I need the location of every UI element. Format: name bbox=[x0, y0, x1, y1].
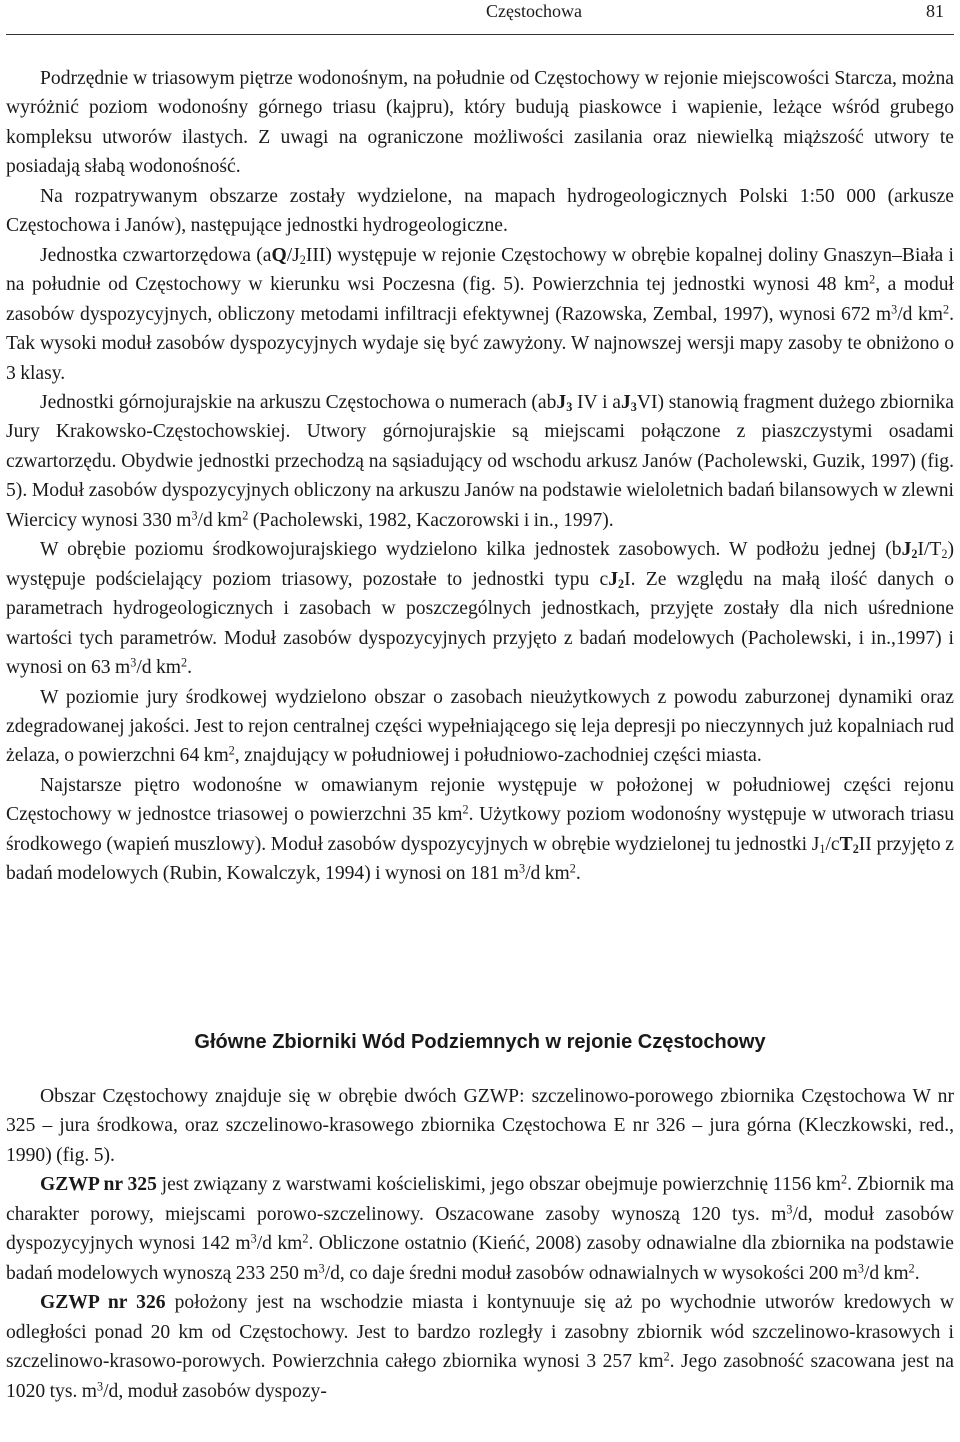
paragraph-middle-jurassic-units: W obrębie poziomu środkowojurajskiego wydzielono kilka jednostek zasobowych. W podłożu jednej $(bJ_2I/T_2)$ występuje podścielający poziom triasowy, pozostałe to jednostki typu $cJ_2I$. Ze względu na małą ilość danych o parametrach hydrogeologicznych i zasobach w poszczególnych jednostkach, przyjęte zostały dla nich uśrednione wartości tych parametrów. Moduł zasobów dyspozycyjnych przyjęto z badań modelowych (Pacholewski, i in.,1997) i wynosi on 63 $m^3/d$ $km^2$. bbox=[6, 539, 954, 679]
paragraph-gzwp-325: GZWP nr 325 jest związany z warstwami kościeliskimi, jego obszar obejmuje powierzchnię 1156 $km^2$. Zbiornik ma charakter porowy, miejscami porowo-szczelinowy. Oszacowane zasoby wynoszą 120 tys. $m^3/d$, moduł zasobów dyspozycyjnych wynosi 142 $m^3/d$ $km^2$. Obliczone ostatnio (Kieńć, 2008) zasoby odnawialne dla zbiornika na podstawie badań modelowych wynoszą 233 250 $m^3/d$, co daje średni moduł zasobów odnawialnych w wysokości 200 $m^3/d$ $km^2$. bbox=[6, 1172, 954, 1284]
running-header bbox=[6, 0, 954, 35]
body-text bbox=[6, 64, 954, 889]
paragraph-upper-jurassic-units: Jednostki górnojurajskie na arkuszu Częstochowa o numerach (abJ$_3$ IV i $aJ_3VI$) stanowią fragment dużego zbiornika Jury Krakowsko-Częstochowskiej. Utwory górnojurajskie są miejscami połączone z piaszczystymi osadami czwartorzędu. Obydwie jednostki przechodzą na sąsiadujący od wschodu arkusz Janów (Pacholewski, Guzik, 1997) (fig. 5). Moduł zasobów dyspozycyjnych obliczony na arkuszu Janów na podstawie wieloletnich badań bilansowych w zlewni Wiercicy wynosi 330 $m^3/d$ $km^2$ (Pacholewski, 1982, Kaczorowski i in., 1997). bbox=[6, 391, 954, 531]
running-title: Częstochowa bbox=[486, 1, 582, 21]
paragraph-triassic-upper: Podrzędnie w triasowym piętrze wodonośnym, na południe od Częstochowy w rejonie miejscowości Starcza, można wyróżnić poziom wodonośny górnego triasu (kajpru), który budują piaskowce i wapienie, leżące wśród grubego kompleksu utworów ilastych. Z uwagi na ograniczone możliwości zasilania oraz niewielką miąższość utwory te posiadają słabą wodonośność. bbox=[6, 68, 954, 178]
paragraph-middle-jurassic-nonusable: W poziomie jury środkowej wydzielono obszar o zasobach nieużytkowych z powodu zaburzonej dynamiki oraz zdegradowanej jakości. Jest to rejon centralnej części wypełniającego się leja depresji po nieczynnych już kopalniach rud żelaza, o powierzchni 64 $km^2$, znajdujący w południowej i południowo-zachodniej części miasta. bbox=[6, 686, 954, 767]
paragraph-oldest-aquifer: Najstarsze piętro wodonośne w omawianym rejonie występuje w położonej w południowej części rejonu Częstochowy w jednostce triasowej o powierzchni 35 $km^2$. Użytkowy poziom wodonośny występuje w utworach triasu środkowego (wapień muszlowy). Moduł zasobów dyspozycyjnych w obrębie wydzielonej tu jednostki $J_1/cT_2II$ przyjęto z badań modelowych (Rubin, Kowalczyk, 1994) i wynosi on 181 $m^3/d$ $km^2$. bbox=[6, 774, 955, 885]
paragraph-units-intro: Na rozpatrywanym obszarze zostały wydzielone, na mapach hydrogeologicznych Polski 1:50 000 (arkusze Częstochowa i Janów), następujące jednostki hydrogeologiczne. bbox=[6, 185, 954, 237]
page-number: 81 bbox=[926, 1, 944, 21]
section-heading: Główne Zbiorniki Wód Podziemnych w rejonie Częstochowy bbox=[194, 1031, 766, 1053]
paragraph-gzwp-intro: Obszar Częstochowy znajduje się w obrębie dwóch GZWP: szczelinowo-porowego zbiornika Częstochowa W nr 325 – jura środkowa, oraz szczelinowo-krasowego zbiornika Częstochowa E nr 326 – jura górna (Kleczkowski, red., 1990) (fig. 5). bbox=[6, 1086, 954, 1166]
paragraph-quaternary-unit: Jednostka czwartorzędowa $(aQ/J_2III)$ występuje w rejonie Częstochowy w obrębie kopalnej doliny Gnaszyn–Biała i na południe od Częstochowy w kierunku wsi Poczesna (fig. 5). Powierzchnia tej jednostki wynosi 48 $km^2$, a moduł zasobów dyspozycyjnych, obliczony metodami infiltracji efektywnej (Razowska, Zembal, 1997), wynosi 672 $m^3/d$ $km^2$. Tak wysoki moduł zasobów dyspozycyjnych wydaje się być zawyżony. W najnowszej wersji mapy zasoby te obniżono o 3 klasy. bbox=[6, 244, 954, 384]
paragraph-gzwp-326: GZWP nr 326 położony jest na wschodzie miasta i kontynuuje się aż po wychodnie utworów kredowych w odległości ponad 20 km od Częstochowy. Jest to bardzo rozległy i zasobny zbiornik wód szczelinowo-krasowych i szczelinowo-krasowo-porowych. Powierzchnia całego zbiornika wynosi 3 257 $km^2$. Jego zasobność szacowana jest na 1020 tys. $m^3/d$, moduł zasobów dyspozy- bbox=[6, 1292, 955, 1402]
section-body-text bbox=[6, 1082, 954, 1406]
